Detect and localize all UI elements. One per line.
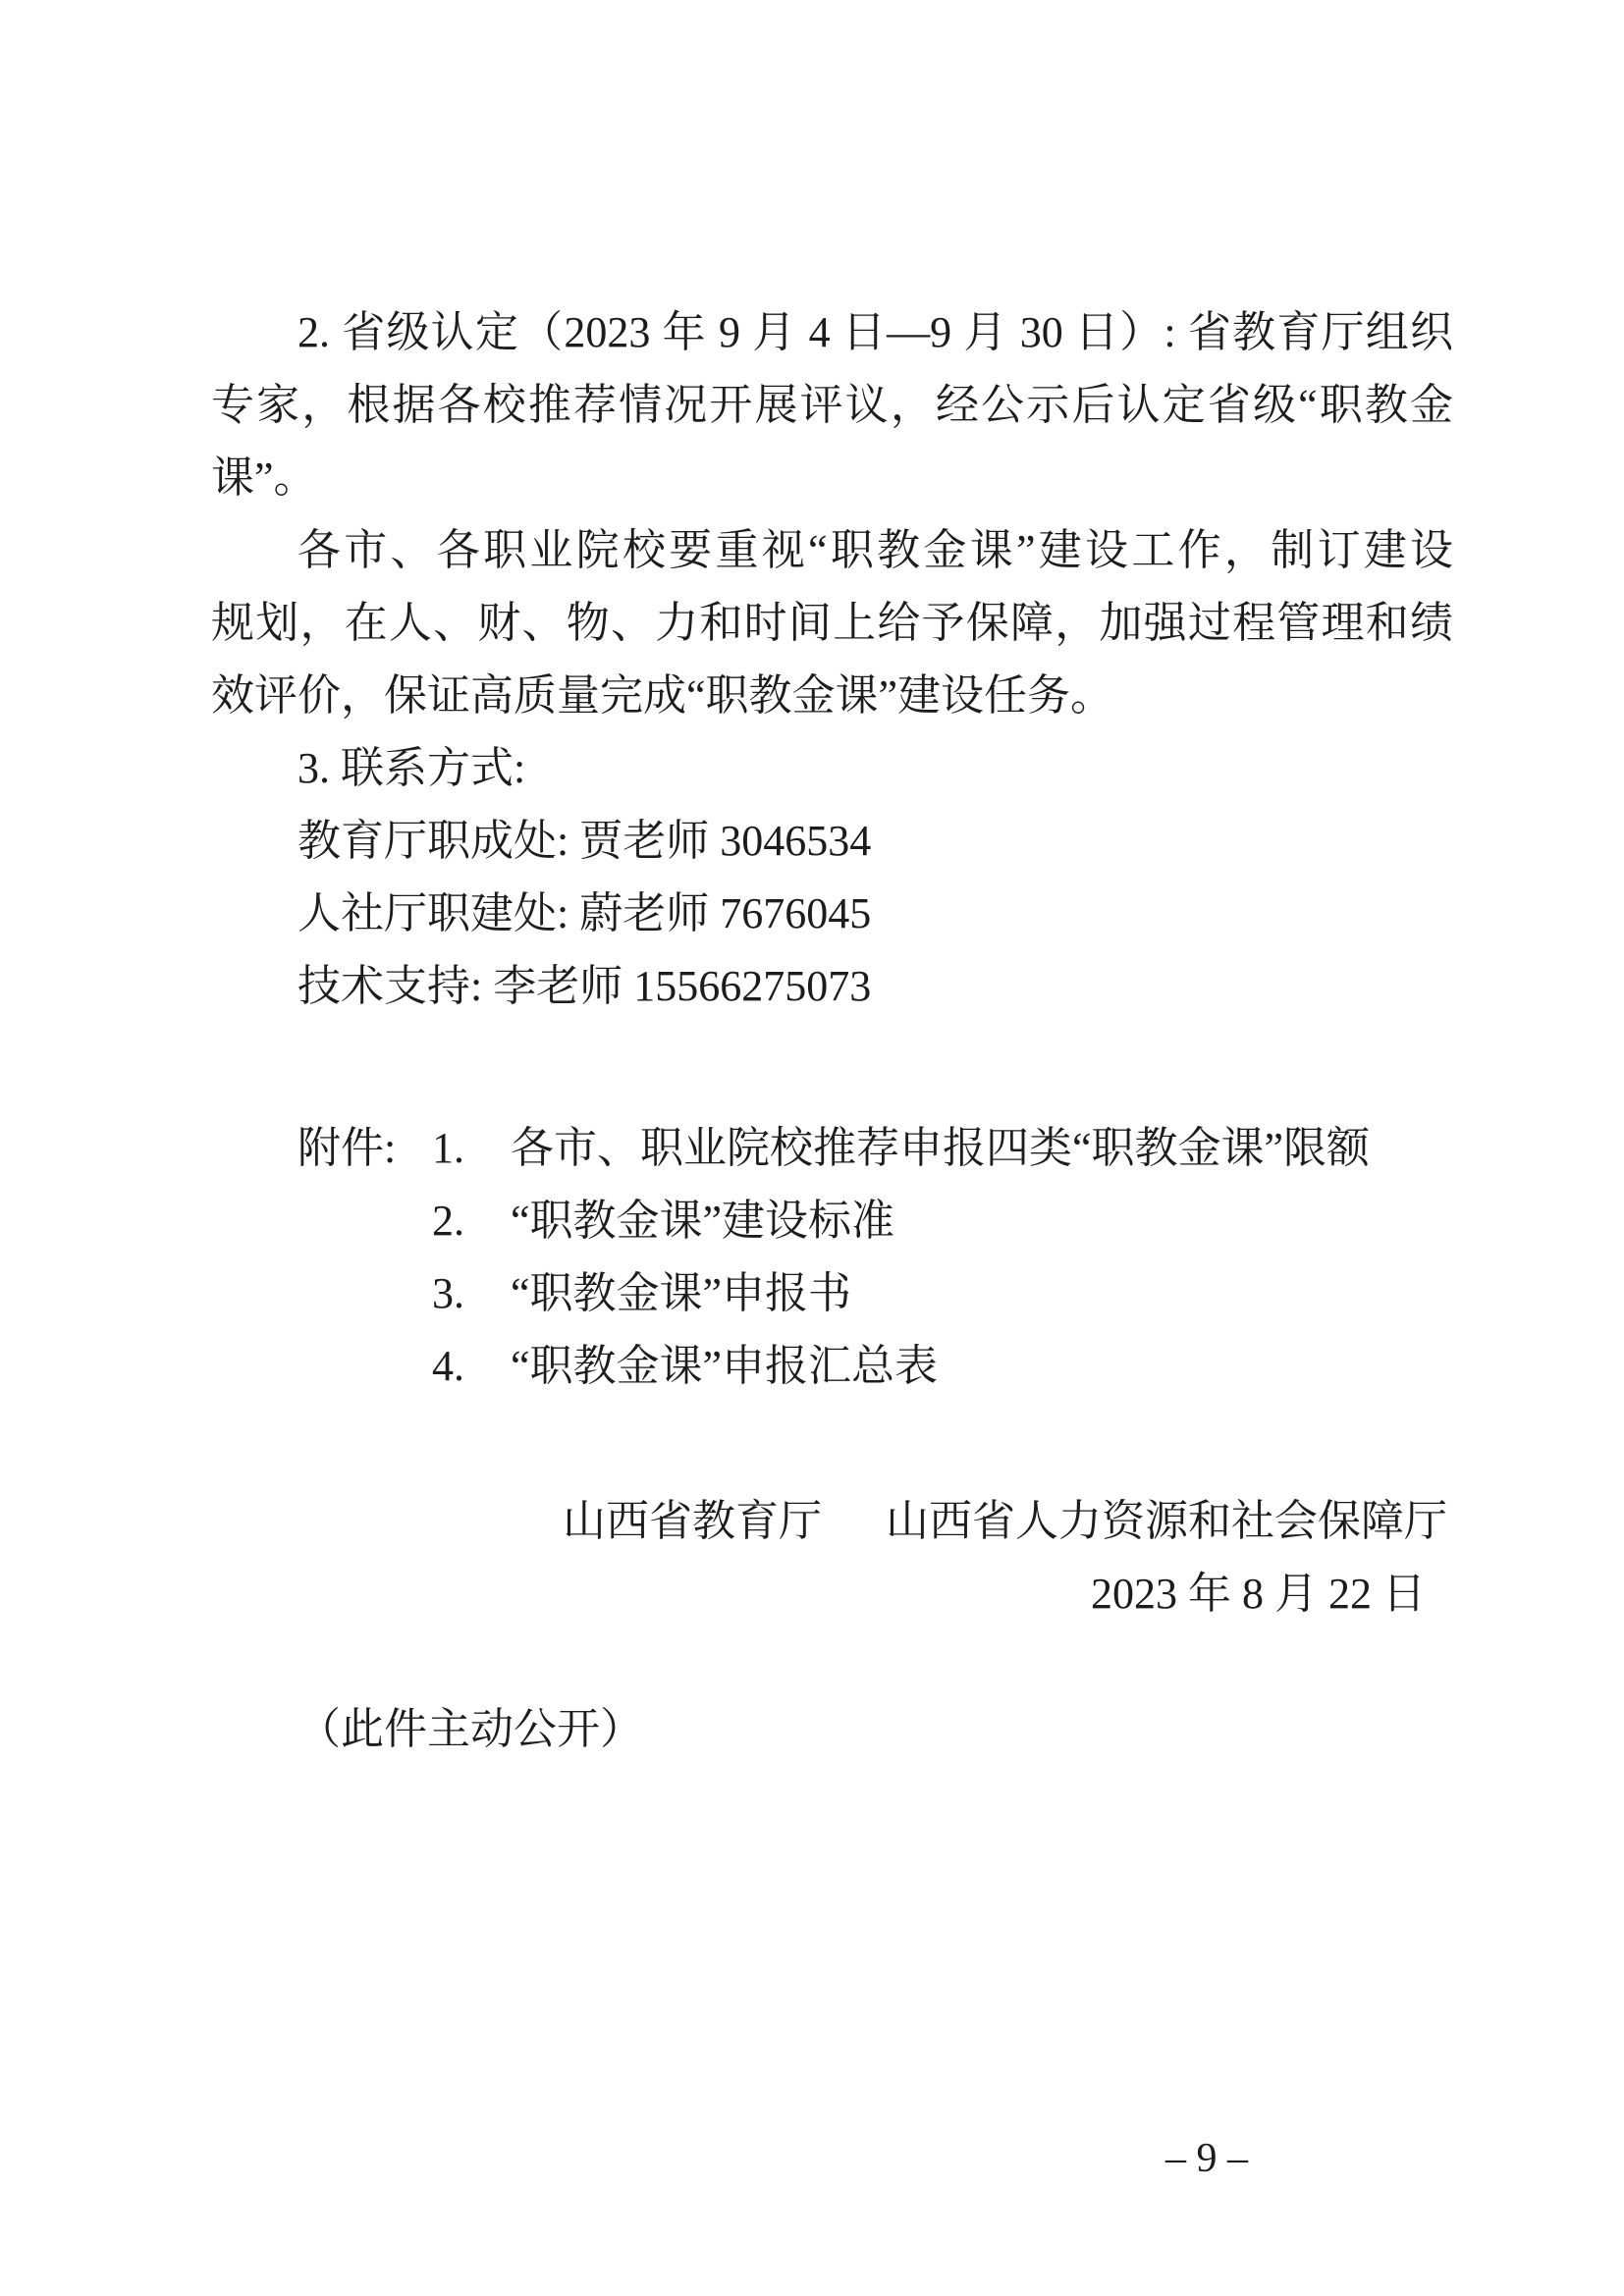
attachment-title: “职教金课”申报汇总表 [511,1342,939,1390]
attachment-number: 1. [432,1124,464,1172]
paragraph-line: 规划，在人、财、物、力和时间上给予保障，加强过程管理和绩 [211,599,1453,647]
attachment-title: 各市、职业院校推荐申报四类“职教金课”限额 [511,1124,1371,1172]
signature-agencies [211,1485,1453,1558]
paragraph-line: 2. 省级认定（2023 年 9 月 4 日—9 月 30 日）: 省教育厅组织 [298,308,1453,356]
signature-agency-1: 山西省教育厅 [563,1497,822,1545]
attachments-label: 附件: [298,1124,397,1172]
paragraph-line: 课”。 [211,454,317,502]
contact-line: 技术支持: 李老师 15566275073 [298,962,872,1010]
attachment-item [298,1112,1453,1185]
paragraph-line: 各市、各职业院校要重视“职教金课”建设工作，制订建设 [298,526,1453,574]
attachment-title: “职教金课”建设标准 [511,1197,895,1245]
attachments-block [298,1112,1453,1403]
paragraph-line: 效评价，保证高质量完成“职教金课”建设任务。 [211,671,1114,720]
page-number: – 9 – [1165,2136,1248,2181]
attachment-number: 2. [432,1197,464,1245]
signature-date: 2023 年 8 月 22 日 [1091,1570,1426,1618]
attachment-item [298,1185,1453,1257]
attachment-number: 4. [432,1342,464,1390]
attachment-item [298,1330,1453,1403]
disclosure-note: （此件主动公开） [298,1705,643,1753]
contact-heading: 3. 联系方式: [298,744,526,792]
signature-agency-2: 山西省人力资源和社会保障厅 [886,1497,1447,1545]
paragraph-line: 专家，根据各校推荐情况开展评议，经公示后认定省级“职教金 [211,381,1453,429]
attachment-item [298,1257,1453,1330]
attachment-number: 3. [432,1269,464,1317]
attachment-title: “职教金课”申报书 [511,1269,852,1317]
contact-line: 人社厅职建处: 蔚老师 7676045 [298,889,872,937]
contact-line: 教育厅职成处: 贾老师 3046534 [298,817,872,865]
